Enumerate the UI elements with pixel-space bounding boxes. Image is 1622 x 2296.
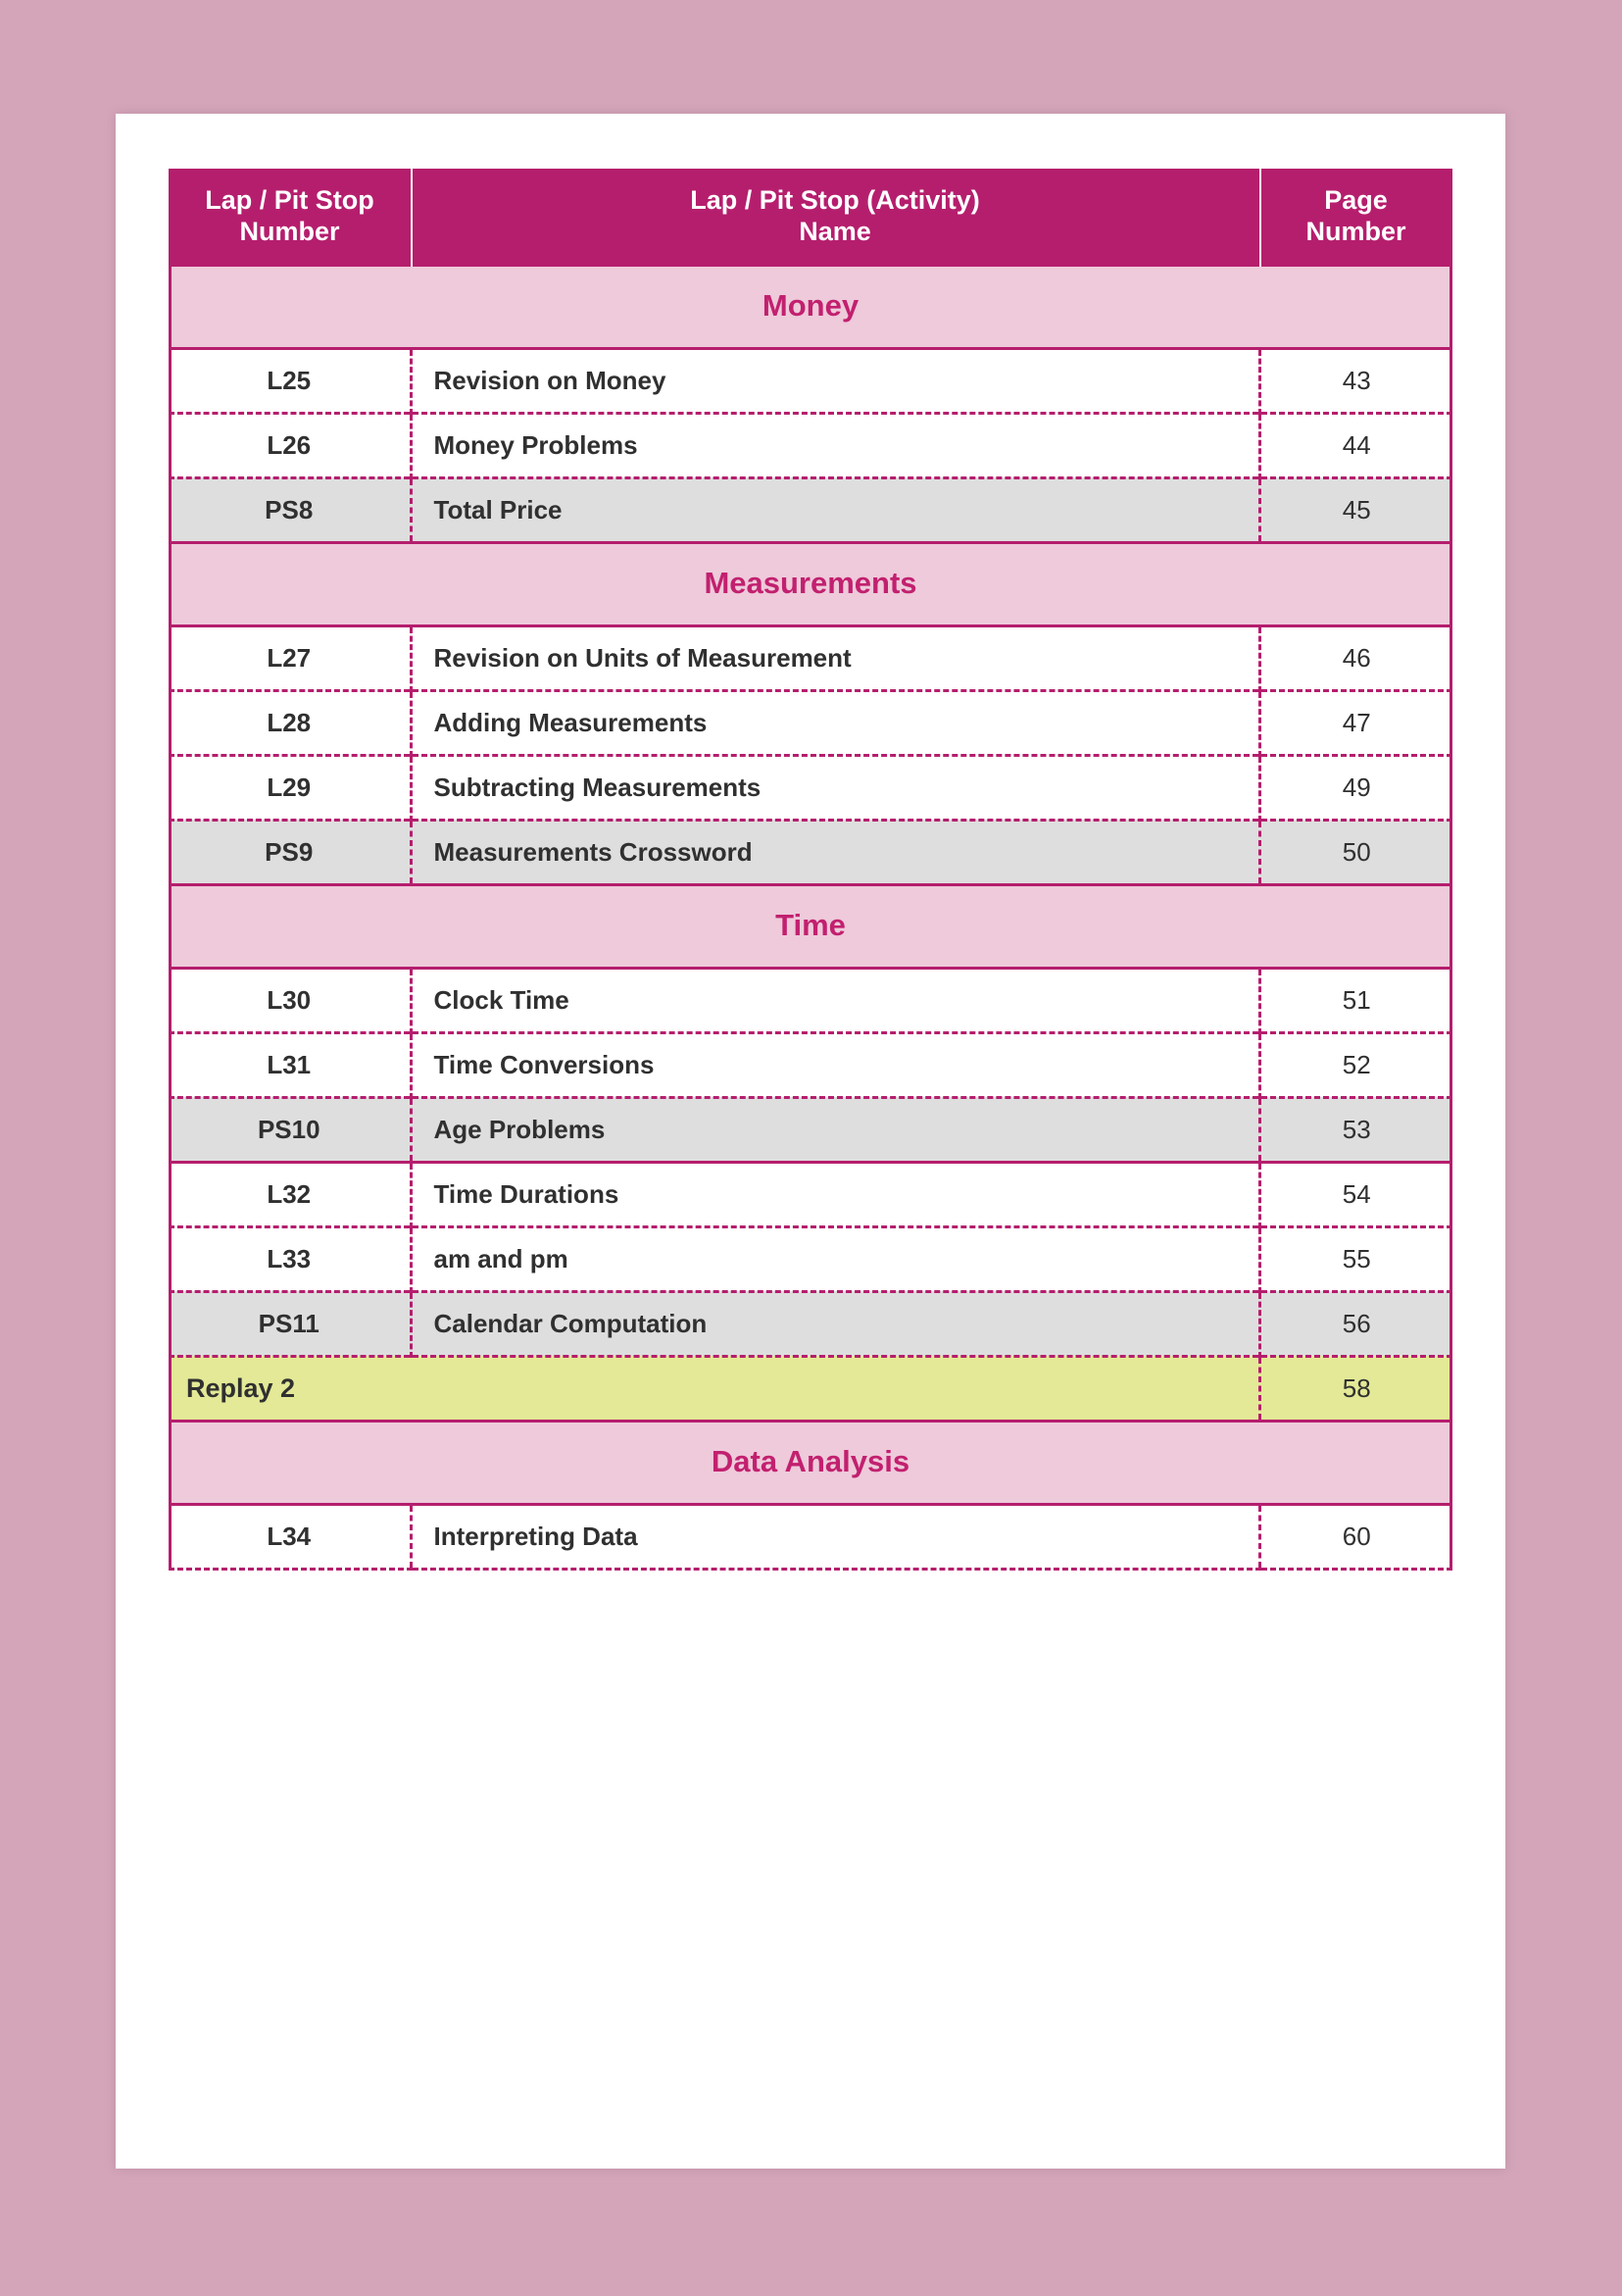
paper-card: [116, 114, 1505, 2169]
row-lap-number: L31: [169, 1032, 411, 1097]
section-title: Money: [169, 267, 1452, 349]
section-header-row: [169, 1421, 1452, 1504]
row-activity-name: Money Problems: [411, 413, 1259, 477]
section-title: Time: [169, 884, 1452, 968]
table-row[interactable]: [169, 1226, 1452, 1291]
row-page-number: 54: [1259, 1162, 1452, 1226]
table-body: [169, 267, 1452, 1570]
header-lap-number-line2: Number: [239, 216, 340, 246]
row-activity-name: Time Durations: [411, 1162, 1259, 1226]
row-activity-name: Revision on Money: [411, 348, 1259, 413]
row-activity-name: Clock Time: [411, 968, 1259, 1032]
table-header: [169, 169, 1452, 267]
row-lap-number: L32: [169, 1162, 411, 1226]
row-page-number: 58: [1259, 1356, 1452, 1421]
header-activity-line2: Name: [799, 216, 871, 246]
table-row[interactable]: [169, 1504, 1452, 1569]
row-lap-number: L33: [169, 1226, 411, 1291]
row-page-number: 43: [1259, 348, 1452, 413]
row-lap-number: L29: [169, 755, 411, 820]
replay-label: Replay 2: [169, 1356, 1259, 1421]
row-lap-number: PS9: [169, 820, 411, 884]
row-activity-name: Interpreting Data: [411, 1504, 1259, 1569]
table-row[interactable]: [169, 690, 1452, 755]
row-page-number: 45: [1259, 477, 1452, 542]
table-row[interactable]: [169, 820, 1452, 884]
row-activity-name: Time Conversions: [411, 1032, 1259, 1097]
table-row[interactable]: [169, 625, 1452, 690]
header-page-line2: Number: [1305, 216, 1406, 246]
row-page-number: 60: [1259, 1504, 1452, 1569]
section-header-row: [169, 884, 1452, 968]
section-title: Data Analysis: [169, 1421, 1452, 1504]
table-row[interactable]: [169, 755, 1452, 820]
row-lap-number: L26: [169, 413, 411, 477]
header-activity-line1: Lap / Pit Stop (Activity): [690, 185, 980, 215]
row-activity-name: Total Price: [411, 477, 1259, 542]
row-page-number: 49: [1259, 755, 1452, 820]
table-frame-line: [1450, 267, 1452, 1571]
table-row[interactable]: [169, 1032, 1452, 1097]
header-row: [169, 169, 1452, 267]
table-row[interactable]: [169, 1356, 1452, 1421]
table-row[interactable]: [169, 413, 1452, 477]
header-cell-activity-name: [411, 169, 1259, 267]
row-lap-number: PS10: [169, 1097, 411, 1162]
header-cell-lap-number: [169, 169, 411, 267]
header-lap-number-line1: Lap / Pit Stop: [205, 185, 374, 215]
row-activity-name: Revision on Units of Measurement: [411, 625, 1259, 690]
row-page-number: 51: [1259, 968, 1452, 1032]
row-page-number: 55: [1259, 1226, 1452, 1291]
contents-table: [169, 169, 1452, 1571]
row-page-number: 53: [1259, 1097, 1452, 1162]
section-header-row: [169, 542, 1452, 625]
row-lap-number: PS8: [169, 477, 411, 542]
section-title: Measurements: [169, 542, 1452, 625]
row-lap-number: L30: [169, 968, 411, 1032]
row-page-number: 50: [1259, 820, 1452, 884]
table-row[interactable]: [169, 968, 1452, 1032]
header-cell-page-number: [1259, 169, 1452, 267]
row-lap-number: PS11: [169, 1291, 411, 1356]
table-row[interactable]: [169, 348, 1452, 413]
row-lap-number: L25: [169, 348, 411, 413]
row-activity-name: Measurements Crossword: [411, 820, 1259, 884]
row-activity-name: am and pm: [411, 1226, 1259, 1291]
row-page-number: 52: [1259, 1032, 1452, 1097]
header-page-line1: Page: [1324, 185, 1388, 215]
table-row[interactable]: [169, 1097, 1452, 1162]
table-frame-line: [169, 267, 172, 1571]
section-header-row: [169, 267, 1452, 349]
table-row[interactable]: [169, 1162, 1452, 1226]
row-lap-number: L28: [169, 690, 411, 755]
row-activity-name: Subtracting Measurements: [411, 755, 1259, 820]
row-page-number: 56: [1259, 1291, 1452, 1356]
row-lap-number: L34: [169, 1504, 411, 1569]
table-row[interactable]: [169, 1291, 1452, 1356]
row-page-number: 46: [1259, 625, 1452, 690]
row-lap-number: L27: [169, 625, 411, 690]
row-page-number: 47: [1259, 690, 1452, 755]
row-activity-name: Age Problems: [411, 1097, 1259, 1162]
row-activity-name: Calendar Computation: [411, 1291, 1259, 1356]
row-activity-name: Adding Measurements: [411, 690, 1259, 755]
table-row[interactable]: [169, 477, 1452, 542]
row-page-number: 44: [1259, 413, 1452, 477]
